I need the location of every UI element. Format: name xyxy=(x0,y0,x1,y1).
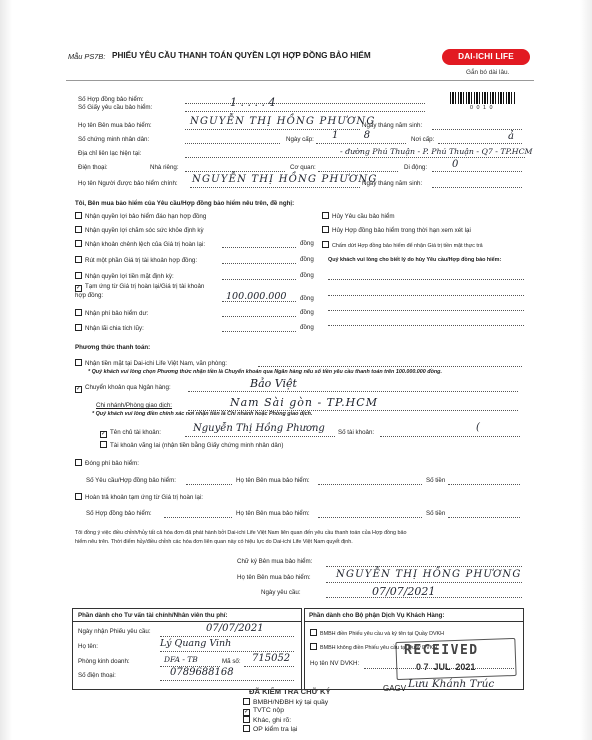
agreement-name-value: NGUYỄN THỊ HỒNG PHƯƠNG xyxy=(336,569,522,580)
checkbox-checked[interactable]: ✓ xyxy=(76,386,82,392)
checkbox xyxy=(243,725,250,732)
id-no-label: Số chứng minh nhân dân: xyxy=(78,136,150,143)
issue-date-line xyxy=(316,143,406,144)
agreement-name-line xyxy=(326,582,522,583)
barcode-number: 0 0 1 0 xyxy=(470,105,494,111)
check-item-counter: BMBH/NĐBH ký tại quầy xyxy=(243,698,328,706)
agreement-text-2: hiểm nêu trên. Thời điểm hủy/điều chỉnh các hóa đơn liên quan này có hiệu lực do Dai-ichi Life Việt Nam quyết định. xyxy=(75,539,353,545)
advisor-date-label: Ngày nhận Phiếu yêu cầu: xyxy=(78,628,151,635)
loan-amount-value: 100.000.000 xyxy=(226,291,287,302)
check-item-other: Khác, ghi rõ: xyxy=(243,716,291,724)
sign-label: Chữ ký Bên mua bảo hiểm: xyxy=(237,558,313,565)
account-name-option[interactable]: ✓ Tên chủ tài khoản: xyxy=(101,429,161,437)
repay-amount-label: Số tiền xyxy=(426,510,446,517)
service-option-1[interactable]: BMBH điền Phiếu yêu cầu và ký tên tại Quầy DVKH xyxy=(310,629,444,637)
bank-value: Bảo Việt xyxy=(250,377,297,390)
service-staff-label: Họ tên NV DVKH: xyxy=(310,660,360,667)
reason-line xyxy=(328,279,524,280)
advisor-code-label: Mã số: xyxy=(222,658,241,665)
account-no-line xyxy=(380,436,520,437)
amount-line xyxy=(222,331,296,332)
repay-buyer-line xyxy=(318,517,422,518)
checkbox-checked: ✓ xyxy=(244,709,250,715)
option-partial-withdrawal[interactable]: Rút một phần Giá trị tài khoản hợp đồng: xyxy=(75,256,197,264)
req-contract-line xyxy=(186,484,232,485)
header-divider xyxy=(66,80,534,81)
signature-check-title: ĐÃ KIỂM TRA CHỮ KÝ xyxy=(249,687,331,696)
option-surrender-difference[interactable]: Nhận khoản chênh lệch của Giá trị hoàn lại: xyxy=(75,240,205,248)
option-repay-loan[interactable]: Hoàn trả khoản tạm ứng từ Giá trị hoàn lại: xyxy=(75,493,203,501)
option-health-care[interactable]: Nhận quyền lợi chăm sóc sức khỏe định kỳ xyxy=(75,226,204,234)
insured-dob-line xyxy=(432,187,522,188)
address-line xyxy=(185,157,525,158)
buyer-dob-line xyxy=(432,129,522,130)
checkbox-checked[interactable]: ✓ xyxy=(76,285,82,291)
checkbox[interactable] xyxy=(322,226,329,233)
gagv-label: GAGV xyxy=(383,684,407,693)
unit-dong: đồng xyxy=(300,256,314,263)
option-pay-premium[interactable]: Đóng phí bảo hiểm: xyxy=(75,459,139,467)
checkbox[interactable] xyxy=(322,212,329,219)
unit-dong: đồng xyxy=(300,309,314,316)
option-maturity[interactable]: Nhận quyền lợi bảo hiểm đáo hạn hợp đồng xyxy=(75,212,206,220)
insured-name-label: Họ tên Người được bảo hiểm chính: xyxy=(78,180,178,187)
repay-contract-label: Số Hợp đồng bảo hiểm: xyxy=(86,510,152,517)
unit-dong: đồng xyxy=(300,272,314,279)
phone-label: Điện thoại: xyxy=(78,164,108,171)
checkbox[interactable] xyxy=(310,629,317,636)
checkbox[interactable] xyxy=(75,493,82,500)
issue-place-value: ả xyxy=(508,131,514,142)
branch-value: Nam Sài gòn - TP.HCM xyxy=(230,396,378,409)
premium-buyer-label: Họ tên Bên mua bảo hiểm: xyxy=(236,477,310,484)
advisor-office-label: Phòng kinh doanh: xyxy=(78,658,130,665)
checkbox[interactable] xyxy=(75,272,82,279)
mobile-value: 0 xyxy=(452,159,459,170)
insured-dob-label: Ngày tháng năm sinh: xyxy=(362,180,423,187)
check-item-op: OP kiểm tra lại xyxy=(243,725,297,733)
office-phone-line xyxy=(318,171,398,172)
reason-line xyxy=(328,310,524,311)
option-policy-loan[interactable]: ✓ Tạm ứng từ Giá trị hoàn lại/Giá trị tài khoản hợp đồng: xyxy=(75,283,205,299)
received-stamp-date: 0 7 JUL 2021 xyxy=(416,662,476,672)
unit-dong: đồng xyxy=(300,324,314,331)
checkbox[interactable] xyxy=(75,256,82,263)
service-option-2[interactable]: BMBH không điền Phiếu yêu cầu tại Quầy DVKH xyxy=(310,643,437,651)
cash-note: * Quý khách vui lòng chọn Phương thức nhận tiền là Chuyển khoản qua Ngân hàng nếu số tiền yêu cầu thanh toán trên 100.000.000 đồng. xyxy=(88,369,442,375)
advisor-phone-label: Số điện thoại: xyxy=(78,672,116,679)
repay-amount-line xyxy=(448,517,520,518)
unit-dong: đồng xyxy=(300,295,314,302)
agreement-name-label: Họ tên Bên mua bảo hiểm: xyxy=(237,574,311,581)
mobile-label: Di động: xyxy=(404,164,428,171)
insured-name-line xyxy=(190,187,360,188)
branch-note: * Quý khách vui lòng điền chính xác nơi nhận tiền là Chi nhánh hoặc Phòng giao dịch. xyxy=(92,411,313,417)
advisor-phone-line xyxy=(160,680,294,681)
option-cancel-free-look[interactable]: Hủy Hợp đồng bảo hiểm trong thời hạn xem xét lại xyxy=(322,226,471,234)
agreement-text-1: Tôi đồng ý việc điều chỉnh/hủy tất cả hóa đơn đã phát hành bởi Dai-ichi Life Việt Nam liên quan đến yêu cầu thanh toán của Hợp đồng bảo xyxy=(75,530,407,536)
barcode xyxy=(450,92,516,104)
cash-office-line xyxy=(258,366,522,367)
issue-place-label: Nơi cấp: xyxy=(411,136,435,143)
checkbox[interactable] xyxy=(75,226,82,233)
issue-date-value: 1 8 xyxy=(332,130,371,141)
address-label: Địa chỉ liên lạc hiện tại: xyxy=(78,150,142,157)
checkbox-checked[interactable]: ✓ xyxy=(101,431,107,437)
advisor-phone-value: 0789688168 xyxy=(170,667,234,678)
address-value: - đường Phú Thuận - P. Phú Thuận - Q7 - TP.HCM xyxy=(340,147,533,156)
request-no-value: 1 . . . . 4 xyxy=(230,96,276,109)
option-accumulated-dividend[interactable]: Nhận lãi chia tích lũy: xyxy=(75,324,144,332)
checkbox[interactable] xyxy=(75,324,82,331)
advisor-title-divider xyxy=(72,621,301,622)
advisor-date-value: 07/07/2021 xyxy=(206,623,264,634)
dai-ichi-logo: DAI-ICHI LIFE xyxy=(442,49,530,65)
amount-line xyxy=(222,247,296,248)
repay-buyer-label: Họ tên Bên mua bảo hiểm: xyxy=(236,510,310,517)
request-heading: Tôi, Bên mua bảo hiểm của Yêu cầu/Hợp đồng bảo hiểm nêu trên, đề nghị: xyxy=(75,200,295,207)
issue-date-label: Ngày cấp: xyxy=(286,136,314,143)
advisor-name-label: Họ tên: xyxy=(78,643,98,650)
advisor-name-value: Lý Quang Vinh xyxy=(160,638,232,649)
agreement-date-value: 07/07/2021 xyxy=(372,585,436,598)
checkbox[interactable] xyxy=(75,212,82,219)
reason-line xyxy=(328,325,524,326)
mobile-line xyxy=(432,171,522,172)
sign-line xyxy=(326,566,522,567)
checkbox[interactable] xyxy=(100,441,107,448)
slogan: Gắn bó dài lâu. xyxy=(466,69,510,76)
office-phone-label: Cơ quan: xyxy=(290,164,316,171)
branch-label: Chi nhánh/Phòng giao dịch: xyxy=(96,402,173,409)
reason-line xyxy=(328,295,524,296)
staff-signature: Lưu Khánh Trúc xyxy=(408,678,495,690)
option-cash[interactable]: Nhận tiền mặt tại Dai-ichi Life Việt Nam, văn phòng: xyxy=(75,359,227,367)
received-stamp-text: RECEIVED xyxy=(404,643,479,658)
service-title: Phần dành cho Bộ phận Dịch Vụ Khách Hàng: xyxy=(309,612,445,619)
form-title: PHIẾU YÊU CẦU THANH TOÁN QUYỀN LỢI HỢP ĐỒNG BẢO HIỂM xyxy=(112,51,371,60)
form-code: Mẫu PS7B: xyxy=(68,52,106,61)
cancel-reason-label: Quý khách vui lòng cho biết lý do hủy Yêu cầu/Hợp đồng bảo hiểm: xyxy=(328,257,502,263)
payment-heading: Phương thức thanh toán: xyxy=(75,344,151,351)
premium-buyer-line xyxy=(318,484,422,485)
checkbox[interactable] xyxy=(75,359,82,366)
amount-line xyxy=(222,279,296,280)
option-periodic-cash[interactable]: Nhận quyền lợi tiền mặt định kỳ: xyxy=(75,272,174,280)
home-phone-label: Nhà riêng: xyxy=(150,164,179,171)
advisor-date-line xyxy=(160,636,294,637)
option-cancel-request[interactable]: Hủy Yêu cầu bảo hiểm xyxy=(322,212,395,220)
issue-place-line xyxy=(438,143,522,144)
bank-line xyxy=(188,391,518,392)
request-no-label: Số Giấy yêu cầu bảo hiểm: xyxy=(78,104,153,111)
premium-amount-line xyxy=(448,484,520,485)
checkbox[interactable] xyxy=(75,309,82,316)
unit-dong: đồng xyxy=(300,240,314,247)
advisor-title: Phần dành cho Tư vấn tài chính/Nhân viên thu phí: xyxy=(78,612,228,619)
option-bank-transfer[interactable]: ✓ Chuyển khoản qua Ngân hàng: xyxy=(76,384,171,392)
checkbox xyxy=(243,698,250,705)
advisor-name-line xyxy=(160,651,294,652)
checkbox xyxy=(243,716,250,723)
premium-amount-label: Số tiền xyxy=(426,477,446,484)
service-title-divider xyxy=(304,621,523,622)
checkbox[interactable] xyxy=(322,241,329,248)
option-excess-premium[interactable]: Nhận phí bảo hiểm dư: xyxy=(75,309,148,317)
account-no-label: Số tài khoản: xyxy=(338,429,375,436)
buyer-name-value: NGUYỄN THỊ HỒNG PHƯƠNG xyxy=(190,116,376,127)
advisor-code-value: 715052 xyxy=(252,653,291,664)
checkbox[interactable] xyxy=(310,643,317,650)
contract-no-label: Số Hợp đồng bảo hiểm: xyxy=(78,96,144,103)
home-phone-line xyxy=(185,171,285,172)
id-no-line xyxy=(185,143,280,144)
account-no-mark: ( xyxy=(476,422,480,433)
checkbox[interactable] xyxy=(75,459,82,466)
amount-line xyxy=(222,316,296,317)
checkbox[interactable] xyxy=(75,240,82,247)
contract-no-line xyxy=(185,103,425,104)
check-item-advisor: ✓ TVTC nộp xyxy=(244,707,284,715)
req-contract-label: Số Yêu cầu/Hợp đồng bảo hiểm: xyxy=(86,477,176,484)
account-name-line xyxy=(185,436,335,437)
advisor-office-value: DFA - TB xyxy=(164,655,198,664)
option-terminate-contract[interactable]: Chấm dứt Hợp đồng bảo hiểm để nhận Giá trị tiền mặt thực trả xyxy=(322,241,483,249)
insured-name-value: NGUYỄN THỊ HỒNG PHƯƠNG xyxy=(192,174,378,185)
buyer-dob-label: Ngày tháng năm sinh: xyxy=(362,122,423,129)
agreement-date-label: Ngày yêu cầu: xyxy=(261,589,301,596)
repay-contract-line xyxy=(164,517,232,518)
amount-line xyxy=(222,263,296,264)
advisor-code-line xyxy=(244,666,294,667)
account-name-value: Nguyễn Thị Hồng Phương xyxy=(193,423,325,434)
passbook-option[interactable]: Tài khoản vãng lai (nhận tiền bằng Giấy chứng minh nhân dân) xyxy=(100,441,283,449)
request-no-line xyxy=(185,111,425,112)
buyer-name-label: Họ tên Bên mua bảo hiểm: xyxy=(78,122,152,129)
